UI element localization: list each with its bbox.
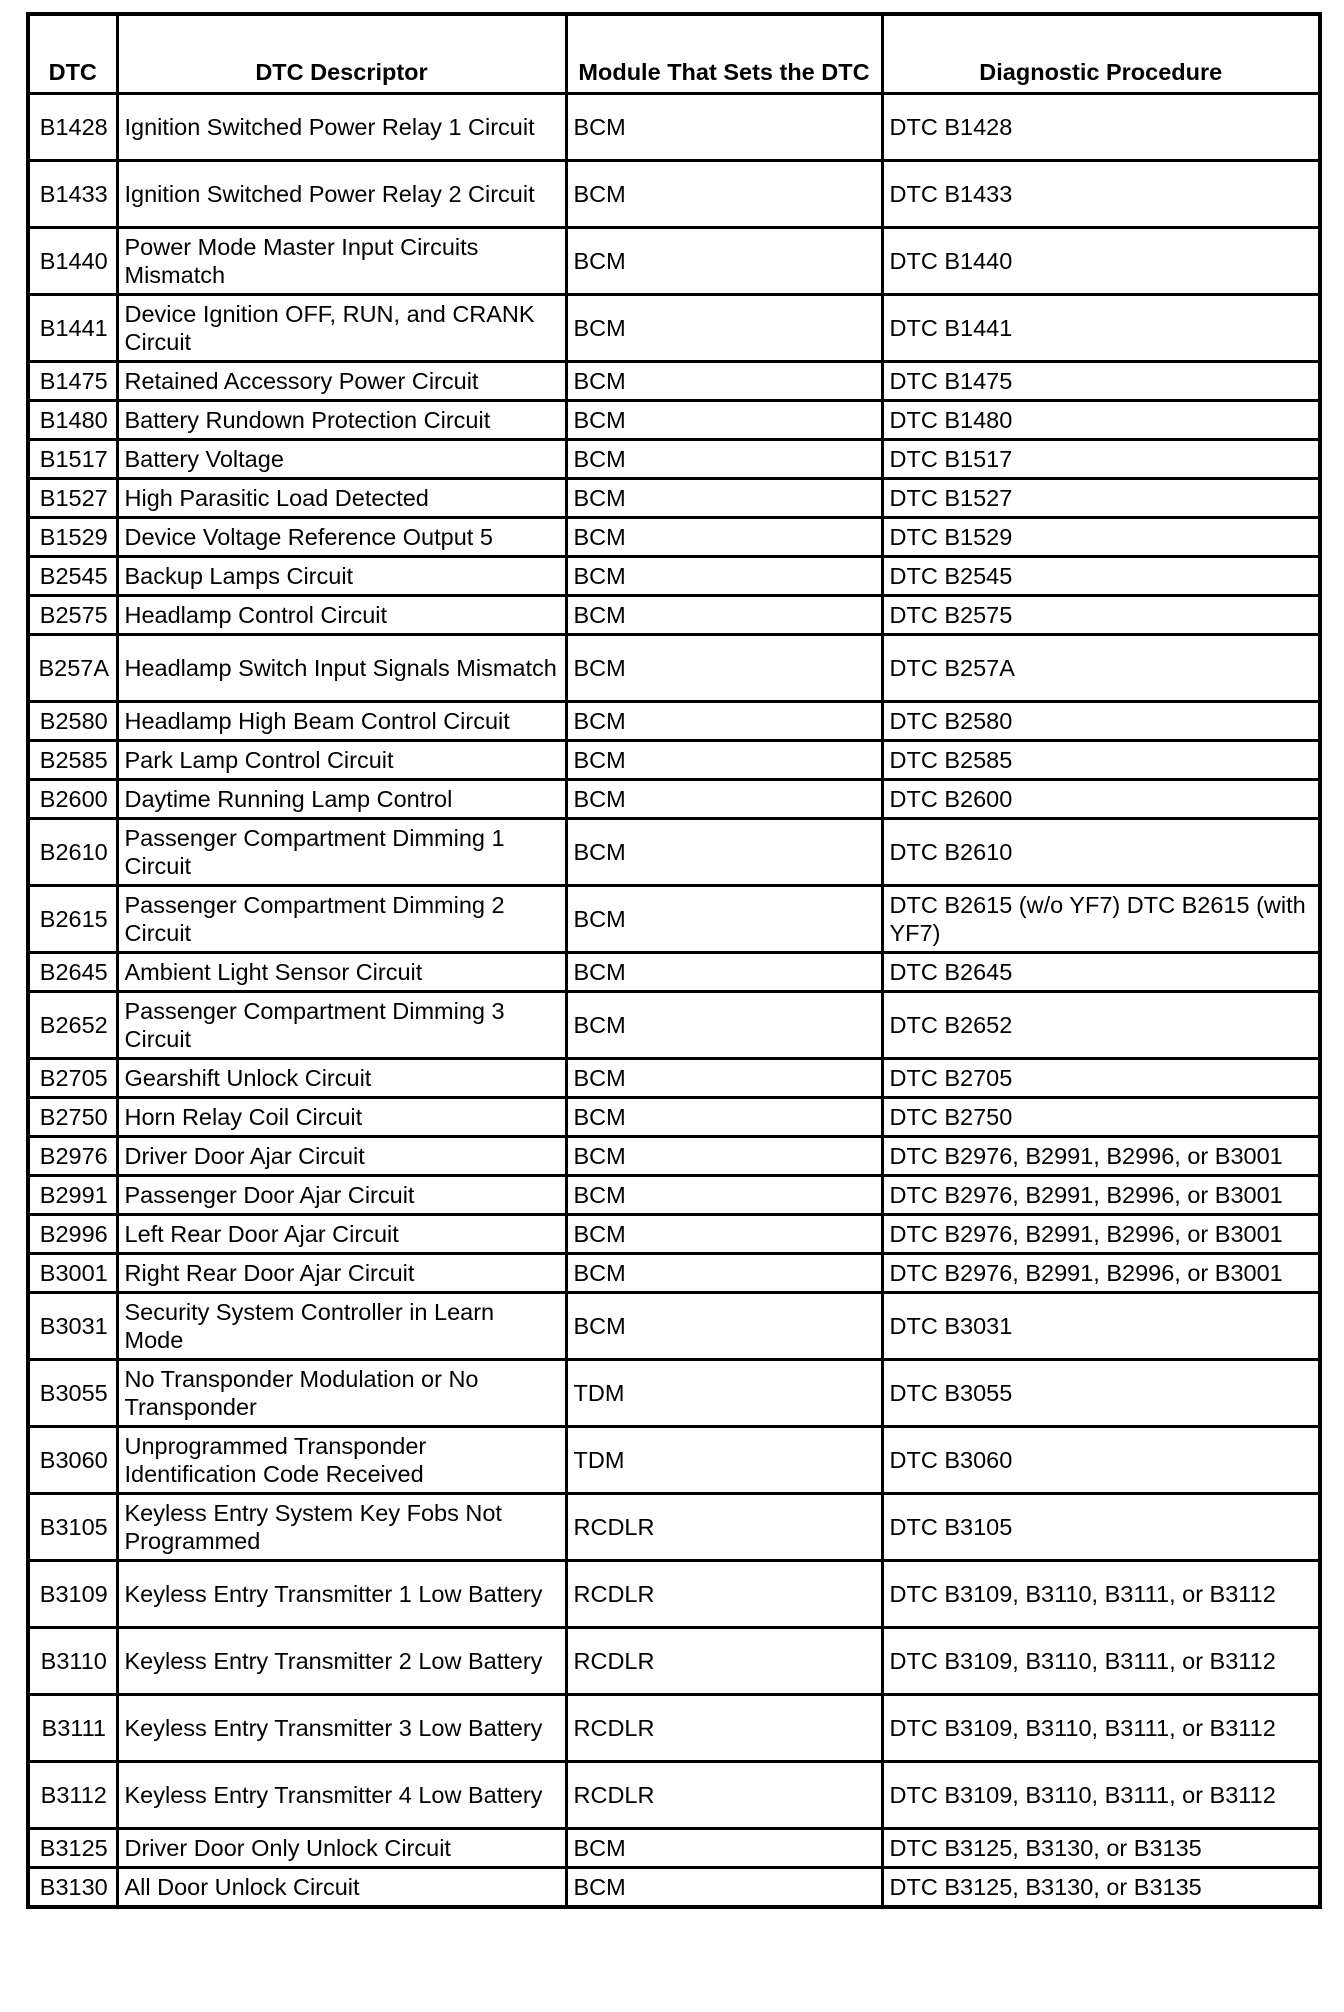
cell-dtc: B2610 <box>28 819 117 886</box>
cell-module: RCDLR <box>566 1762 882 1829</box>
cell-module: BCM <box>566 1293 882 1360</box>
cell-procedure: DTC B1428 <box>882 94 1320 161</box>
table-row <box>28 1829 1320 1868</box>
cell-module: RCDLR <box>566 1628 882 1695</box>
cell-module: TDM <box>566 1360 882 1427</box>
table-row <box>28 362 1320 401</box>
cell-procedure: DTC B2976, B2991, B2996, or B3001 <box>882 1137 1320 1176</box>
table-row <box>28 1628 1320 1695</box>
cell-descriptor: Left Rear Door Ajar Circuit <box>117 1215 566 1254</box>
table-row <box>28 953 1320 992</box>
cell-dtc: B2575 <box>28 596 117 635</box>
cell-module: BCM <box>566 1215 882 1254</box>
cell-dtc: B3105 <box>28 1494 117 1561</box>
cell-procedure: DTC B1480 <box>882 401 1320 440</box>
cell-procedure: DTC B3031 <box>882 1293 1320 1360</box>
cell-module: BCM <box>566 953 882 992</box>
cell-descriptor: Security System Controller in Learn Mode <box>117 1293 566 1360</box>
table-row <box>28 1098 1320 1137</box>
cell-module: BCM <box>566 518 882 557</box>
cell-procedure: DTC B2976, B2991, B2996, or B3001 <box>882 1215 1320 1254</box>
cell-dtc: B3060 <box>28 1427 117 1494</box>
cell-descriptor: Power Mode Master Input Circuits Mismatch <box>117 228 566 295</box>
cell-descriptor: Driver Door Only Unlock Circuit <box>117 1829 566 1868</box>
cell-dtc: B2600 <box>28 780 117 819</box>
cell-descriptor: Retained Accessory Power Circuit <box>117 362 566 401</box>
cell-procedure: DTC B1440 <box>882 228 1320 295</box>
table-row <box>28 1427 1320 1494</box>
cell-dtc: B3130 <box>28 1868 117 1908</box>
cell-descriptor: Ignition Switched Power Relay 1 Circuit <box>117 94 566 161</box>
cell-procedure: DTC B3109, B3110, B3111, or B3112 <box>882 1561 1320 1628</box>
table-body <box>28 94 1320 1908</box>
cell-procedure: DTC B2545 <box>882 557 1320 596</box>
cell-descriptor: Passenger Compartment Dimming 1 Circuit <box>117 819 566 886</box>
table-row <box>28 819 1320 886</box>
cell-module: RCDLR <box>566 1561 882 1628</box>
cell-descriptor: Headlamp High Beam Control Circuit <box>117 702 566 741</box>
cell-module: BCM <box>566 440 882 479</box>
cell-dtc: B1441 <box>28 295 117 362</box>
cell-descriptor: Passenger Compartment Dimming 3 Circuit <box>117 992 566 1059</box>
cell-dtc: B2580 <box>28 702 117 741</box>
cell-descriptor: Backup Lamps Circuit <box>117 557 566 596</box>
cell-descriptor: Passenger Door Ajar Circuit <box>117 1176 566 1215</box>
cell-dtc: B1480 <box>28 401 117 440</box>
cell-descriptor: Device Voltage Reference Output 5 <box>117 518 566 557</box>
cell-dtc: B1428 <box>28 94 117 161</box>
table-row <box>28 440 1320 479</box>
cell-dtc: B3055 <box>28 1360 117 1427</box>
table-row <box>28 1137 1320 1176</box>
table-row <box>28 702 1320 741</box>
cell-procedure: DTC B1529 <box>882 518 1320 557</box>
cell-procedure: DTC B3109, B3110, B3111, or B3112 <box>882 1695 1320 1762</box>
cell-dtc: B257A <box>28 635 117 702</box>
cell-dtc: B2976 <box>28 1137 117 1176</box>
table-row <box>28 635 1320 702</box>
header-descriptor: DTC Descriptor <box>117 14 566 94</box>
table-row <box>28 1059 1320 1098</box>
cell-descriptor: Ambient Light Sensor Circuit <box>117 953 566 992</box>
cell-procedure: DTC B3109, B3110, B3111, or B3112 <box>882 1762 1320 1829</box>
cell-module: BCM <box>566 161 882 228</box>
header-module: Module That Sets the DTC <box>566 14 882 94</box>
table-header <box>28 14 1320 94</box>
cell-procedure: DTC B3105 <box>882 1494 1320 1561</box>
table-row <box>28 992 1320 1059</box>
cell-module: BCM <box>566 1868 882 1908</box>
table-row <box>28 1762 1320 1829</box>
cell-procedure: DTC B2976, B2991, B2996, or B3001 <box>882 1176 1320 1215</box>
table-row <box>28 295 1320 362</box>
cell-module: BCM <box>566 1098 882 1137</box>
table-row <box>28 1254 1320 1293</box>
cell-descriptor: Battery Voltage <box>117 440 566 479</box>
cell-module: BCM <box>566 479 882 518</box>
cell-module: BCM <box>566 295 882 362</box>
table-row <box>28 1561 1320 1628</box>
cell-procedure: DTC B1527 <box>882 479 1320 518</box>
cell-dtc: B1475 <box>28 362 117 401</box>
table-row <box>28 1494 1320 1561</box>
cell-module: BCM <box>566 1254 882 1293</box>
cell-module: BCM <box>566 886 882 953</box>
table-row <box>28 1695 1320 1762</box>
cell-descriptor: Keyless Entry Transmitter 3 Low Battery <box>117 1695 566 1762</box>
cell-procedure: DTC B3125, B3130, or B3135 <box>882 1868 1320 1908</box>
cell-procedure: DTC B2600 <box>882 780 1320 819</box>
cell-descriptor: All Door Unlock Circuit <box>117 1868 566 1908</box>
table-row <box>28 1293 1320 1360</box>
cell-descriptor: High Parasitic Load Detected <box>117 479 566 518</box>
cell-descriptor: Keyless Entry Transmitter 1 Low Battery <box>117 1561 566 1628</box>
cell-procedure: DTC B2750 <box>882 1098 1320 1137</box>
cell-module: BCM <box>566 1829 882 1868</box>
cell-procedure: DTC B2652 <box>882 992 1320 1059</box>
header-procedure: Diagnostic Procedure <box>882 14 1320 94</box>
table-row <box>28 557 1320 596</box>
table-row <box>28 886 1320 953</box>
cell-descriptor: Park Lamp Control Circuit <box>117 741 566 780</box>
cell-dtc: B1527 <box>28 479 117 518</box>
cell-module: BCM <box>566 228 882 295</box>
cell-procedure: DTC B2610 <box>882 819 1320 886</box>
cell-procedure: DTC B2585 <box>882 741 1320 780</box>
table-row <box>28 1868 1320 1908</box>
table-row <box>28 780 1320 819</box>
cell-descriptor: Ignition Switched Power Relay 2 Circuit <box>117 161 566 228</box>
cell-descriptor: Unprogrammed Transponder Identification Code Received <box>117 1427 566 1494</box>
cell-dtc: B1440 <box>28 228 117 295</box>
cell-procedure: DTC B3109, B3110, B3111, or B3112 <box>882 1628 1320 1695</box>
cell-procedure: DTC B2615 (w/o YF7) DTC B2615 (with YF7) <box>882 886 1320 953</box>
table-row <box>28 1215 1320 1254</box>
cell-procedure: DTC B2580 <box>882 702 1320 741</box>
cell-dtc: B3125 <box>28 1829 117 1868</box>
cell-procedure: DTC B3055 <box>882 1360 1320 1427</box>
cell-module: BCM <box>566 596 882 635</box>
cell-dtc: B2585 <box>28 741 117 780</box>
cell-module: BCM <box>566 702 882 741</box>
table-row <box>28 518 1320 557</box>
cell-module: BCM <box>566 1059 882 1098</box>
cell-dtc: B1529 <box>28 518 117 557</box>
table-row <box>28 228 1320 295</box>
cell-dtc: B3110 <box>28 1628 117 1695</box>
cell-dtc: B2996 <box>28 1215 117 1254</box>
cell-descriptor: Gearshift Unlock Circuit <box>117 1059 566 1098</box>
table-row <box>28 479 1320 518</box>
cell-dtc: B2991 <box>28 1176 117 1215</box>
cell-dtc: B3111 <box>28 1695 117 1762</box>
cell-procedure: DTC B2705 <box>882 1059 1320 1098</box>
cell-module: BCM <box>566 401 882 440</box>
cell-module: BCM <box>566 1137 882 1176</box>
cell-module: BCM <box>566 1176 882 1215</box>
cell-dtc: B1517 <box>28 440 117 479</box>
cell-module: BCM <box>566 557 882 596</box>
cell-descriptor: Battery Rundown Protection Circuit <box>117 401 566 440</box>
cell-procedure: DTC B2976, B2991, B2996, or B3001 <box>882 1254 1320 1293</box>
table-row <box>28 161 1320 228</box>
cell-descriptor: Right Rear Door Ajar Circuit <box>117 1254 566 1293</box>
cell-dtc: B1433 <box>28 161 117 228</box>
cell-module: RCDLR <box>566 1695 882 1762</box>
cell-module: BCM <box>566 780 882 819</box>
cell-descriptor: No Transponder Modulation or No Transponder <box>117 1360 566 1427</box>
cell-descriptor: Driver Door Ajar Circuit <box>117 1137 566 1176</box>
table-row <box>28 94 1320 161</box>
cell-module: BCM <box>566 94 882 161</box>
cell-dtc: B2615 <box>28 886 117 953</box>
cell-module: BCM <box>566 362 882 401</box>
cell-descriptor: Keyless Entry Transmitter 2 Low Battery <box>117 1628 566 1695</box>
cell-dtc: B3001 <box>28 1254 117 1293</box>
cell-dtc: B2545 <box>28 557 117 596</box>
header-dtc: DTC <box>28 14 117 94</box>
cell-module: BCM <box>566 635 882 702</box>
table-row <box>28 1360 1320 1427</box>
dtc-table <box>26 12 1322 1909</box>
cell-procedure: DTC B3060 <box>882 1427 1320 1494</box>
cell-dtc: B3112 <box>28 1762 117 1829</box>
cell-procedure: DTC B3125, B3130, or B3135 <box>882 1829 1320 1868</box>
cell-dtc: B2705 <box>28 1059 117 1098</box>
cell-procedure: DTC B1475 <box>882 362 1320 401</box>
cell-module: BCM <box>566 992 882 1059</box>
cell-procedure: DTC B1517 <box>882 440 1320 479</box>
cell-descriptor: Horn Relay Coil Circuit <box>117 1098 566 1137</box>
cell-dtc: B2750 <box>28 1098 117 1137</box>
cell-dtc: B3109 <box>28 1561 117 1628</box>
cell-descriptor: Keyless Entry System Key Fobs Not Programmed <box>117 1494 566 1561</box>
cell-descriptor: Headlamp Control Circuit <box>117 596 566 635</box>
cell-procedure: DTC B257A <box>882 635 1320 702</box>
cell-descriptor: Keyless Entry Transmitter 4 Low Battery <box>117 1762 566 1829</box>
table-row <box>28 401 1320 440</box>
table-row <box>28 741 1320 780</box>
cell-descriptor: Device Ignition OFF, RUN, and CRANK Circuit <box>117 295 566 362</box>
cell-descriptor: Headlamp Switch Input Signals Mismatch <box>117 635 566 702</box>
table-row <box>28 1176 1320 1215</box>
header-row <box>28 14 1320 94</box>
cell-procedure: DTC B1433 <box>882 161 1320 228</box>
cell-procedure: DTC B2575 <box>882 596 1320 635</box>
cell-module: BCM <box>566 819 882 886</box>
table-row <box>28 596 1320 635</box>
cell-descriptor: Passenger Compartment Dimming 2 Circuit <box>117 886 566 953</box>
cell-module: TDM <box>566 1427 882 1494</box>
cell-procedure: DTC B1441 <box>882 295 1320 362</box>
cell-dtc: B2645 <box>28 953 117 992</box>
cell-descriptor: Daytime Running Lamp Control <box>117 780 566 819</box>
cell-dtc: B2652 <box>28 992 117 1059</box>
cell-dtc: B3031 <box>28 1293 117 1360</box>
cell-procedure: DTC B2645 <box>882 953 1320 992</box>
cell-module: BCM <box>566 741 882 780</box>
cell-module: RCDLR <box>566 1494 882 1561</box>
